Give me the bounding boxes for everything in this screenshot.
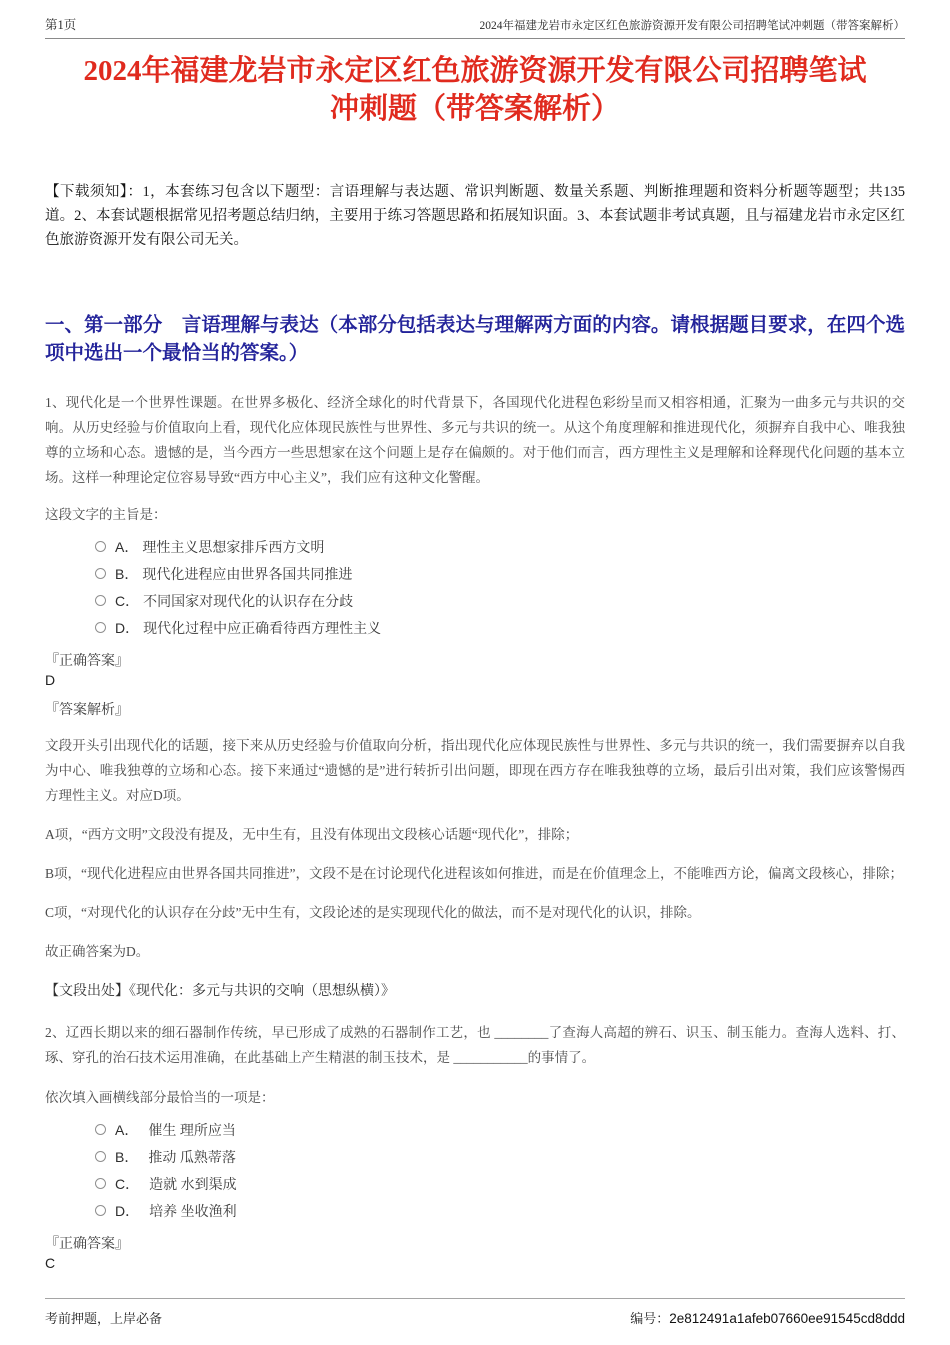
option-q1-b[interactable] <box>95 560 905 587</box>
footer-serial-value: 2e812491a1afeb07660ee91545cd8ddd <box>669 1311 905 1326</box>
section-heading: 一、第一部分 言语理解与表达（本部分包括表达与理解两方面的内容。请根据题目要求，在四个选项中选出一个最恰当的答案。） <box>45 315 905 364</box>
question-2-prompt: 依次填入画横线部分最恰当的一项是： <box>45 1090 275 1105</box>
option-text: 现代化进程应由世界各国共同推进 <box>142 567 353 583</box>
option-q2-d[interactable] <box>95 1197 905 1224</box>
header-doc-title: 2024年福建龙岩市永定区红色旅游资源开发有限公司招聘笔试冲刺题（带答案解析） <box>479 20 905 32</box>
radio-button[interactable] <box>95 1205 106 1216</box>
page-number: 第1页 <box>45 18 77 32</box>
question-1-prompt: 这段文字的主旨是： <box>45 507 167 522</box>
radio-button[interactable] <box>95 568 106 579</box>
q2-correct-answer: C <box>45 1255 56 1271</box>
option-letter: D． <box>115 619 140 636</box>
option-text: 推动 瓜熟蒂落 <box>148 1150 236 1166</box>
q1-analysis-option-b: B项，“现代化进程应由世界各国共同推进”，文段不是在讨论现代化进程该如何推进，而是在价值理念上，不能唯西方论，偏离文段核心，排除； <box>45 866 903 881</box>
document-title-line2: 冲刺题（带答案解析） <box>329 93 620 125</box>
option-q2-a[interactable] <box>95 1116 905 1143</box>
option-text: 催生 理所应当 <box>148 1123 236 1139</box>
option-q2-c[interactable] <box>95 1170 905 1197</box>
option-letter: C． <box>115 1175 140 1192</box>
option-text: 理性主义思想家排斥西方文明 <box>142 540 325 556</box>
question-2-options <box>95 1116 905 1224</box>
option-letter: A． <box>115 1121 139 1138</box>
footer-serial-label: 编号： <box>630 1311 670 1326</box>
q1-analysis-option-c: C项，“对现代化的认识存在分歧”无中生有，文段论述的是实现现代化的做法，而不是对现代化的认识，排除。 <box>45 905 701 920</box>
document-title-line1: 2024年福建龙岩市永定区红色旅游资源开发有限公司招聘笔试 <box>83 55 867 87</box>
document-title <box>45 52 905 128</box>
question-2-stem: 2、辽西长期以来的细石器制作传统，早已形成了成熟的石器制作工艺，也 ________了查海人高超的辨石、识玉、制玉能力。查海人选料、打、琢、穿孔的治石技术运用准确，在此基础上产生精湛的制玉技术，是 ___________的事情了。 <box>45 1025 905 1065</box>
radio-button[interactable] <box>95 1124 106 1135</box>
page-header <box>45 0 905 39</box>
option-letter: B． <box>115 1148 139 1165</box>
q1-analysis-conclusion: 故正确答案为D。 <box>45 944 150 959</box>
question-1-stem: 1、现代化是一个世界性课题。在世界多极化、经济全球化的时代背景下，各国现代化进程色彩纷呈而又相容相通，汇聚为一曲多元与共识的交响。从历史经验与价值取向上看，现代化应体现民族性与世界性、多元与共识的统一。从这个角度理解和推进现代化，须摒弃自我中心、唯我独尊的立场和心态。遗憾的是，当今西方一些思想家在这个问题上是存在偏颇的。对于他们而言，西方理性主义是理解和诠释现代化问题的基本立场。这样一种理论定位容易导致“西方中心主义”，我们应有这种文化警醒。 <box>45 395 905 485</box>
option-text: 现代化过程中应正确看待西方理性主义 <box>143 621 382 637</box>
q1-correct-answer-label: 『正确答案』 <box>45 654 129 669</box>
q1-analysis-paragraph: 文段开头引出现代化的话题，接下来从历史经验与价值取向分析，指出现代化应体现民族性与世界性、多元与共识的统一，我们需要摒弃以自我为中心、唯我独尊的立场和心态。接下来通过“遗憾的是”进行转折引出问题，即现在西方存在唯我独尊的立场，最后引出对策，我们应该警惕西方理性主义。对应D项。 <box>45 738 905 803</box>
radio-button[interactable] <box>95 1178 106 1189</box>
option-q1-d[interactable] <box>95 614 905 641</box>
footer-serial <box>630 1308 905 1327</box>
radio-button[interactable] <box>95 541 106 552</box>
option-q1-a[interactable] <box>95 533 905 560</box>
question-1-options <box>95 533 905 641</box>
download-notice: 【下载须知】：1，本套练习包含以下题型：言语理解与表达题、常识判断题、数量关系题、判断推理题和资料分析题等题型；共135道。2、本套试题根据常见招考题总结归纳，主要用于练习答题思路和拓展知识面。3、本套试题非考试真题，且与福建龙岩市永定区红色旅游资源开发有限公司无关。 <box>45 184 905 248</box>
option-text: 培养 坐收渔利 <box>149 1204 237 1220</box>
option-q2-b[interactable] <box>95 1143 905 1170</box>
q1-source: 【文段出处】《现代化：多元与共识的交响（思想纵横）》 <box>45 984 395 999</box>
option-letter: D． <box>115 1202 140 1219</box>
q1-correct-answer: D <box>45 672 56 688</box>
option-letter: C． <box>115 592 140 609</box>
radio-button[interactable] <box>95 622 106 633</box>
option-letter: B． <box>115 565 139 582</box>
option-q1-c[interactable] <box>95 587 905 614</box>
q1-analysis-label: 『答案解析』 <box>45 703 129 718</box>
radio-button[interactable] <box>95 595 106 606</box>
footer-slogan: 考前押题，上岸必备 <box>45 1311 163 1326</box>
option-text: 造就 水到渠成 <box>149 1177 237 1193</box>
radio-button[interactable] <box>95 1151 106 1162</box>
page-footer <box>45 1298 905 1327</box>
option-text: 不同国家对现代化的认识存在分歧 <box>143 594 354 610</box>
q1-analysis-option-a: A项，“西方文明”文段没有提及，无中生有，且没有体现出文段核心话题“现代化”，排除； <box>45 827 579 842</box>
q2-correct-answer-label: 『正确答案』 <box>45 1237 129 1252</box>
option-letter: A． <box>115 538 139 555</box>
